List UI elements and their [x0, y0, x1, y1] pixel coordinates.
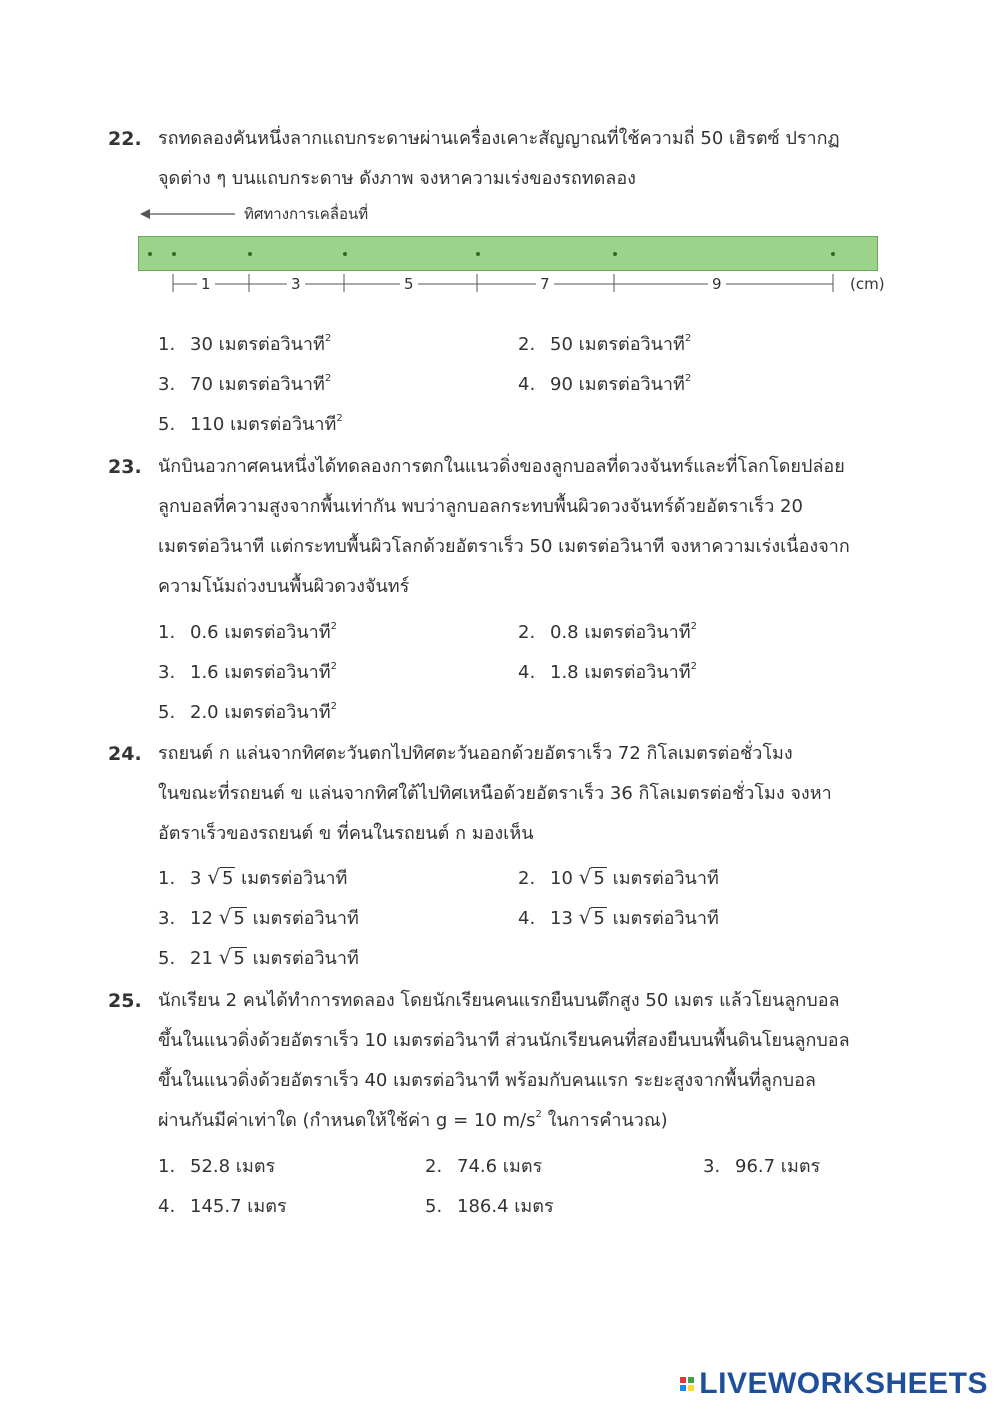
- question-number: 23.: [108, 456, 142, 478]
- question-number: 24.: [108, 743, 142, 765]
- question-text-line: ขึ้นในแนวดิ่งด้วยอัตราเร็ว 10 เมตรต่อวินาที ส่วนนักเรียนคนที่สองยืนบนพื้นดินโยนลูกบอล: [158, 1030, 850, 1051]
- question-text-line: รถทดลองคันหนึ่งลากแถบกระดาษผ่านเครื่องเคาะสัญญาณที่ใช้ความถี่ 50 เฮิรตซ์ ปรากฏ: [158, 128, 840, 149]
- segment-label: 5: [400, 275, 418, 293]
- question-number: 22.: [108, 128, 142, 150]
- option-3[interactable]: 3. 70 เมตรต่อวินาที$^2$: [158, 373, 332, 395]
- option-5[interactable]: 5. 21 √ 5 เมตรต่อวินาที: [158, 945, 359, 969]
- direction-label: ทิศทางการเคลื่อนที่: [244, 202, 368, 226]
- sqrt-icon: √ 5: [578, 905, 605, 929]
- logo-icon: [679, 1376, 695, 1392]
- question-text-line: ผ่านกันมีค่าเท่าใด (กำหนดให้ใช้ค่า g = 10 $m/s^2$ ในการคำนวณ): [158, 1109, 668, 1131]
- segment-label: 9: [708, 275, 726, 293]
- option-2[interactable]: 2. 74.6 เมตร: [425, 1156, 543, 1177]
- sqrt-icon: √ 5: [207, 865, 234, 889]
- liveworksheets-logo[interactable]: [679, 1367, 988, 1401]
- option-2[interactable]: 2. 10 √ 5 เมตรต่อวินาที: [518, 865, 719, 889]
- option-5[interactable]: 5. 110 เมตรต่อวินาที$^2$: [158, 413, 343, 435]
- option-1[interactable]: 1. 52.8 เมตร: [158, 1156, 276, 1177]
- option-4[interactable]: 4. 145.7 เมตร: [158, 1196, 287, 1217]
- option-2[interactable]: 2. 0.8 เมตรต่อวินาที$^2$: [518, 621, 697, 643]
- question-text-line: นักเรียน 2 คนได้ทำการทดลอง โดยนักเรียนคนแรกยืนบนตึกสูง 50 เมตร แล้วโยนลูกบอล: [158, 990, 840, 1011]
- option-3[interactable]: 3. 1.6 เมตรต่อวินาที$^2$: [158, 661, 337, 683]
- option-1[interactable]: 1. 0.6 เมตรต่อวินาที$^2$: [158, 621, 337, 643]
- option-4[interactable]: 4. 1.8 เมตรต่อวินาที$^2$: [518, 661, 697, 683]
- logo-text: LIVEWORKSHEETS: [699, 1367, 988, 1400]
- question-text-line: เมตรต่อวินาที แต่กระทบพื้นผิวโลกด้วยอัตราเร็ว 50 เมตรต่อวินาที จงหาความเร่งเนื่องจาก: [158, 536, 850, 557]
- option-1[interactable]: 1. 30 เมตรต่อวินาที$^2$: [158, 333, 332, 355]
- question-text-line: จุดต่าง ๆ บนแถบกระดาษ ดังภาพ จงหาความเร่งของรถทดลอง: [158, 168, 636, 189]
- distance-ruler: [0, 0, 1000, 300]
- option-3[interactable]: 3. 96.7 เมตร: [703, 1156, 821, 1177]
- segment-label: 3: [287, 275, 305, 293]
- question-text-line: นักบินอวกาศคนหนึ่งได้ทดลองการตกในแนวดิ่งของลูกบอลที่ดวงจันทร์และที่โลกโดยปล่อย: [158, 456, 845, 477]
- question-text-line: ความโน้มถ่วงบนพื้นผิวดวงจันทร์: [158, 576, 410, 597]
- option-1[interactable]: 1. 3 √ 5 เมตรต่อวินาที: [158, 865, 348, 889]
- question-text-line: ลูกบอลที่ความสูงจากพื้นเท่ากัน พบว่าลูกบอลกระทบพื้นผิวดวงจันทร์ด้วยอัตราเร็ว 20: [158, 496, 803, 517]
- question-text-line: รถยนต์ ก แล่นจากทิศตะวันตกไปทิศตะวันออกด้วยอัตราเร็ว 72 กิโลเมตรต่อชั่วโมง: [158, 743, 793, 764]
- option-5[interactable]: 5. 2.0 เมตรต่อวินาที$^2$: [158, 701, 337, 723]
- sqrt-icon: √ 5: [218, 945, 245, 969]
- option-3[interactable]: 3. 12 √ 5 เมตรต่อวินาที: [158, 905, 359, 929]
- question-text-line: ขึ้นในแนวดิ่งด้วยอัตราเร็ว 40 เมตรต่อวินาที พร้อมกับคนแรก ระยะสูงจากพื้นที่ลูกบอล: [158, 1070, 816, 1091]
- sqrt-icon: √ 5: [578, 865, 605, 889]
- option-5[interactable]: 5. 186.4 เมตร: [425, 1196, 554, 1217]
- question-number: 25.: [108, 990, 142, 1012]
- segment-label: 7: [536, 275, 554, 293]
- sqrt-icon: √ 5: [218, 905, 245, 929]
- question-text-line: อัตราเร็วของรถยนต์ ข ที่คนในรถยนต์ ก มองเห็น: [158, 823, 534, 844]
- question-text-line: ในขณะที่รถยนต์ ข แล่นจากทิศใต้ไปทิศเหนือด้วยอัตราเร็ว 36 กิโลเมตรต่อชั่วโมง จงหา: [158, 783, 832, 804]
- option-2[interactable]: 2. 50 เมตรต่อวินาที$^2$: [518, 333, 692, 355]
- unit-label: (cm): [850, 275, 885, 293]
- segment-label: 1: [197, 275, 215, 293]
- option-4[interactable]: 4. 90 เมตรต่อวินาที$^2$: [518, 373, 692, 395]
- option-4[interactable]: 4. 13 √ 5 เมตรต่อวินาที: [518, 905, 719, 929]
